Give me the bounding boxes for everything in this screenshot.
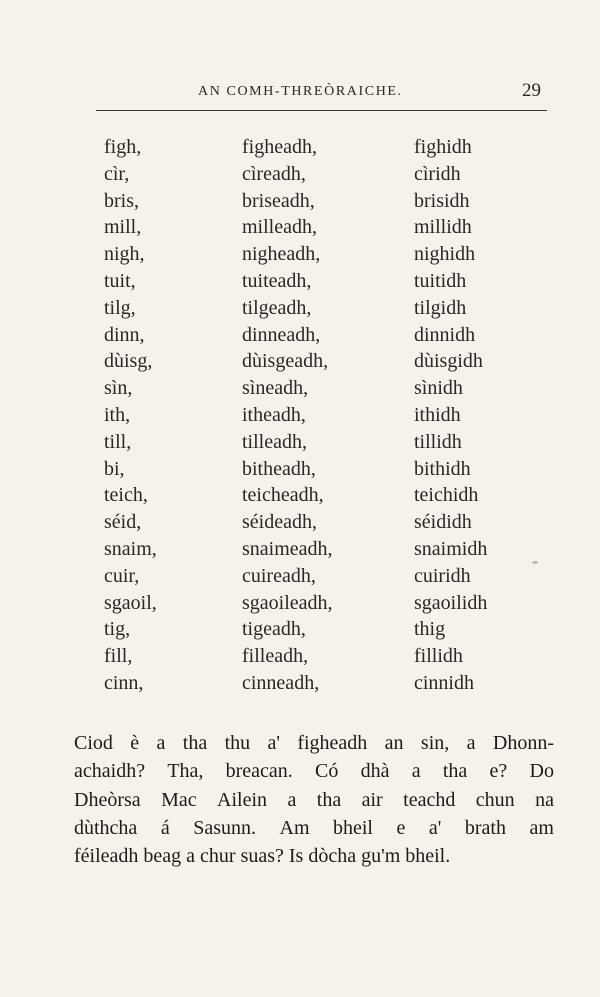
table-row (0, 536, 600, 563)
future-form: cìridh (414, 162, 461, 185)
future-form: sgaoilidh (414, 591, 488, 614)
table-row (0, 670, 600, 697)
verbal-noun: snaimeadh, (242, 537, 333, 560)
future-form: teichidh (414, 484, 479, 507)
paragraph-line: achaidh? Tha, breacan. Có dhà a tha e? Do (74, 760, 554, 783)
root-form: bi, (104, 457, 125, 480)
table-row (0, 402, 600, 429)
paragraph-line: Ciod è a tha thu a' figheadh an sin, a Dhonn- (74, 732, 554, 754)
verb-table (0, 134, 600, 697)
paragraph-line: dùthcha á Sasunn. Am bheil e a' brath am (74, 816, 554, 839)
future-form: tuitidh (414, 269, 467, 292)
verbal-noun: cìreadh, (242, 162, 306, 185)
verbal-noun: briseadh, (242, 189, 315, 212)
future-form: cinnidh (414, 671, 474, 694)
root-form: sgaoil, (104, 591, 157, 614)
table-row (0, 214, 600, 241)
future-form: fighidh (414, 136, 472, 158)
running-head: AN COMH-THREÒRAICHE. (198, 84, 403, 99)
future-form: millidh (414, 216, 472, 239)
future-form: brisidh (414, 189, 470, 212)
root-form: tuit, (104, 269, 136, 292)
future-form: bithidh (414, 457, 471, 480)
table-row (0, 563, 600, 590)
verbal-noun: filleadh, (242, 645, 309, 668)
verbal-noun: dùisgeadh, (242, 350, 329, 373)
root-form: dinn, (104, 323, 145, 346)
root-form: tig, (104, 618, 131, 641)
root-form: fill, (104, 645, 133, 668)
root-form: mill, (104, 216, 142, 239)
header-rule (96, 110, 547, 111)
root-form: till, (104, 430, 132, 453)
paragraph-line: féileadh beag a chur suas? Is dòcha gu'm bheil. (74, 845, 451, 868)
root-form: figh, (104, 136, 142, 158)
verbal-noun: cinneadh, (242, 671, 320, 694)
table-row (0, 590, 600, 617)
future-form: dùisgidh (414, 350, 483, 373)
verbal-noun: tigeadh, (242, 618, 306, 641)
table-row (0, 429, 600, 456)
ink-speck (532, 561, 538, 564)
future-form: cuiridh (414, 564, 471, 587)
future-form: tillidh (414, 430, 462, 453)
table-row (0, 643, 600, 670)
future-form: snaimidh (414, 537, 488, 560)
verbal-noun: bitheadh, (242, 457, 316, 480)
future-form: fillidh (414, 645, 463, 668)
root-form: sìn, (104, 377, 133, 400)
table-row (0, 375, 600, 402)
paragraph-line: Dheòrsa Mac Ailein a tha air teachd chun na (74, 788, 554, 811)
root-form: cìr, (104, 162, 130, 185)
table-row (0, 482, 600, 509)
root-form: cinn, (104, 671, 144, 694)
future-form: sìnidh (414, 377, 463, 400)
table-row (0, 616, 600, 643)
verbal-noun: tilgeadh, (242, 296, 312, 319)
table-row (0, 322, 600, 349)
verbal-noun: milleadh, (242, 216, 317, 239)
future-form: nighidh (414, 243, 476, 266)
root-form: snaim, (104, 537, 157, 560)
body-paragraph (74, 729, 554, 870)
future-form: thig (414, 618, 446, 641)
root-form: dùisg, (104, 350, 153, 373)
future-form: tilgidh (414, 296, 467, 319)
verbal-noun: cuireadh, (242, 564, 316, 587)
root-form: teich, (104, 484, 148, 507)
table-row (0, 188, 600, 215)
table-row (0, 161, 600, 188)
table-row (0, 348, 600, 375)
verbal-noun: tilleadh, (242, 430, 307, 453)
table-row (0, 134, 600, 161)
table-row (0, 241, 600, 268)
verbal-noun: teicheadh, (242, 484, 324, 507)
root-form: cuir, (104, 564, 140, 587)
table-row (0, 268, 600, 295)
verbal-noun: sgaoileadh, (242, 591, 333, 614)
table-row (0, 456, 600, 483)
future-form: dinnidh (414, 323, 476, 346)
root-form: séid, (104, 511, 142, 534)
table-row (0, 295, 600, 322)
root-form: bris, (104, 189, 139, 212)
root-form: tilg, (104, 296, 136, 319)
root-form: ith, (104, 403, 131, 426)
future-form: séididh (414, 511, 472, 534)
verbal-noun: sìneadh, (242, 377, 309, 400)
page-number: 29 (522, 80, 541, 101)
root-form: nigh, (104, 243, 145, 266)
verbal-noun: nigheadh, (242, 243, 321, 266)
future-form: ithidh (414, 403, 461, 426)
verbal-noun: dinneadh, (242, 323, 321, 346)
verbal-noun: itheadh, (242, 403, 306, 426)
verbal-noun: tuiteadh, (242, 269, 312, 292)
verbal-noun: figheadh, (242, 136, 317, 158)
table-row (0, 509, 600, 536)
verbal-noun: séideadh, (242, 511, 317, 534)
